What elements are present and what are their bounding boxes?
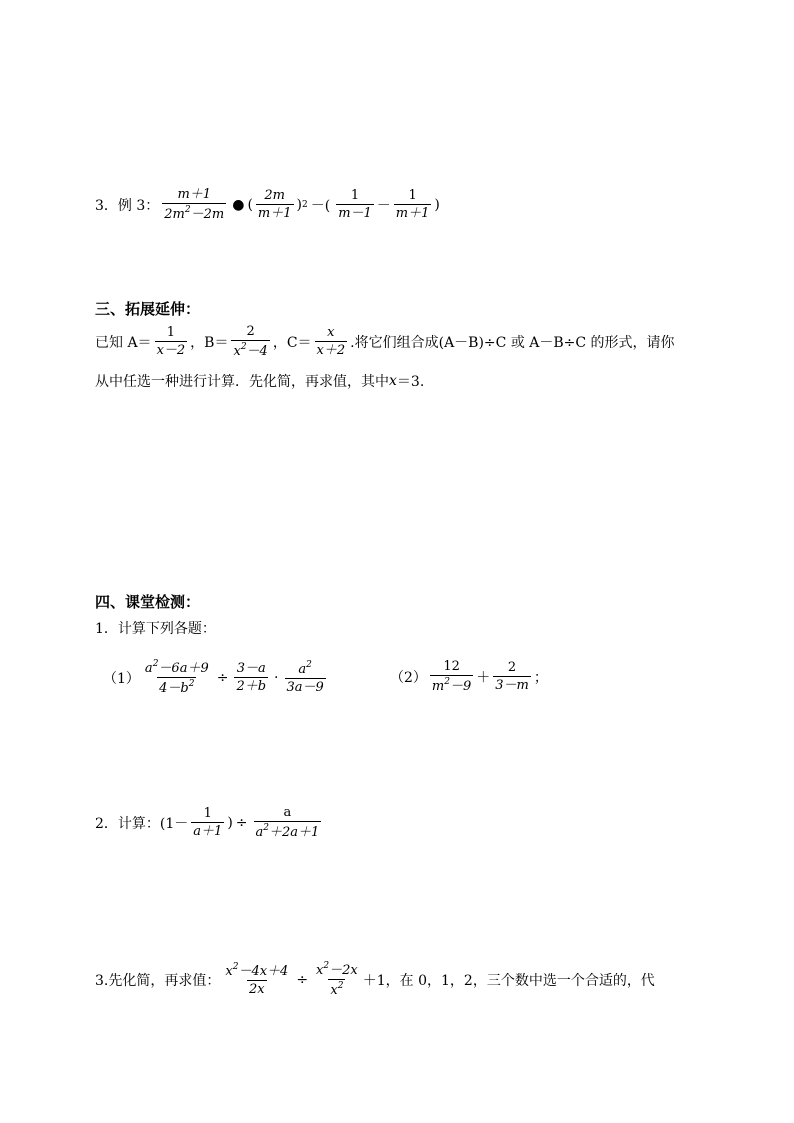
question-2: 2．计算： (1－ $\frac{1}{a+1}$ ) ÷ $\frac{a}{a^2+2a+1}$ xyxy=(95,805,320,840)
question-1-label: 1．计算下列各题： xyxy=(95,621,216,637)
section-4-title: 四、课堂检测： xyxy=(95,593,201,611)
fraction-q1a-1: $\frac{a^2-6a+9}{4-b^2}$ xyxy=(144,659,209,696)
question-3: 3.先化简，再求值： $\frac{x^2-4x+4}{2x}$ ÷ $\frac{x^2-2x}{x^2}$ ＋1，在 0，1，2，三个数中选一个合适的，代 xyxy=(95,961,655,998)
example-3-label: 3．例 3： xyxy=(95,197,160,214)
fraction-3: $\frac{1}{m-1}$ xyxy=(338,188,372,221)
section-3-title: 三、拓展延伸： xyxy=(95,300,201,318)
fraction-2: $\frac{2m}{m+1}$ xyxy=(257,188,292,221)
fraction-q1a-3: $\frac{a^2}{3a-9}$ xyxy=(286,660,324,695)
fraction-q1b-1: $\frac{12}{m^2-9}$ xyxy=(431,659,472,694)
section-3-paragraph-line-1: 已知 A＝ $\frac{1}{x-2}$ ，B＝ $\frac{2}{x^2-4}$ ，C＝ $\frac{x}{x+2}$ .将它们组合成(A－B)÷C 或 A－B÷C 的形式，请你 xyxy=(95,324,675,359)
example-3-expression: 3．例 3： $\frac{m+1}{2m^2-2m}$ ● ( $\frac{2m}{m+1}$ ) 2 －( $\frac{1}{m-1}$ － $\frac{1}{m+1}$ ) xyxy=(95,187,440,222)
fraction-B: $\frac{2}{x^2-4}$ xyxy=(233,324,268,359)
fraction-1: $\frac{m+1}{2m^2-2m}$ xyxy=(164,187,225,222)
fraction-q2-2: $\frac{a}{a^2+2a+1}$ xyxy=(255,805,320,840)
question-1a: （1） $\frac{a^2-6a+9}{4-b^2}$ ÷ $\frac{3-a}{2+b}$ · $\frac{a^2}{3a-9}$ xyxy=(103,659,324,696)
fraction-q1b-2: $\frac{2}{3-m}$ xyxy=(495,660,529,693)
fraction-q1a-2: $\frac{3-a}{2+b}$ xyxy=(236,661,267,694)
question-1b: （2） $\frac{12}{m^2-9}$ ＋ $\frac{2}{3-m}$ ； xyxy=(390,659,548,694)
fraction-q3-1: $\frac{x^2-4x+4}{2x}$ xyxy=(225,962,289,997)
fraction-q3-2: $\frac{x^2-2x}{x^2}$ xyxy=(316,961,358,998)
fraction-4: $\frac{1}{m+1}$ xyxy=(395,188,430,221)
dot-operator: ● xyxy=(232,196,245,213)
fraction-C: $\frac{x}{x+2}$ xyxy=(316,325,346,358)
fraction-A: $\frac{1}{x-2}$ xyxy=(156,325,186,358)
fraction-q2-1: $\frac{1}{a+1}$ xyxy=(193,806,223,839)
section-3-paragraph-line-2: 从中任选一种进行计算．先化简，再求值，其中 x ＝3. xyxy=(95,373,425,390)
